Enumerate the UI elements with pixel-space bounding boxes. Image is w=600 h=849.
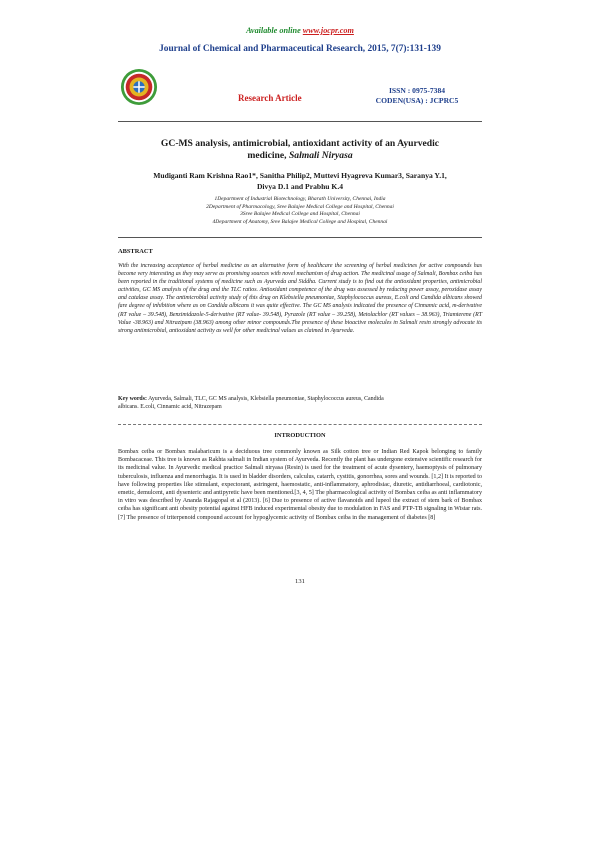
keywords-divider <box>118 424 482 425</box>
introduction-text: Bombax ceiba or Bombax malabaricum is a deciduous tree commonly known as Silk cotton tree or Indian Red Kapok belonging to family Bombacaceae. This tree is known as Rakhta salmali in Indian system of Ayurveda. Recently the plant has undergone extensive scientific research for its medicinal value. In Ayurvedic medical practice Salmali niryasa (Resin) is used for the treatment of acute dysentery, haemoptysis of pulmonary tuberculosis, influenza and menorrhagia. It is used in bladder disorders, calculus, catarrh, cystitis, gonorrhea, sores and wounds. [1,2] It is reported to have following properties like stimulant, expectorant, astringent, haemostatic, anti-inflammatory, aphrodisiac, diuretic, antidiarrhoeal, cardiotonic, emetic, demulcent, anti dysenteric and antipyretic have been mentioned.[3, 4, 5] The pharmacological activity of Bombax ceiba as anti inflammatory in vitro was described by Ananda Rajagopal et al (2013). [6] Due to presence of active flavanoids and lupeol the extract of stem bark of Bombax ceiba has significant anti obesity potential against HFB induced experimental obesity due to modulation in FAS and PTP-TB signaling in Wistar rats.[7] The presence of triterpenoid compound account for hypoglycemic activity of Bombax ceiba in the management of diabetes [8] <box>118 449 482 521</box>
affiliations <box>118 196 482 226</box>
page-number: 131 <box>295 578 305 585</box>
title-species: Salmali Niryasa <box>288 150 353 161</box>
title-line-2: medicine, Salmali Niryasa <box>247 150 353 161</box>
available-prefix: Available online <box>246 26 301 35</box>
affiliation-3: 3Sree Balajee Medical College and Hospital, Chennai <box>240 211 360 218</box>
affiliation-1: 1Department of Industrial Biotechnology, Bharath University, Chennai, India <box>214 196 386 202</box>
affiliation-4: 4Department of Anatomy, Sree Balajee Medical College and Hospital, Chennai <box>212 218 388 225</box>
abstract-divider <box>118 237 482 238</box>
abstract-text: With the increasing acceptance of herbal medicine as an alternative form of healthcare the screening of herbal medicines for active compounds has become very interesting as they may serve as promising sources with novel mechanism of drug action. The medicinal usage of Salmali, Bombax ceiba has been reported in the traditional systems of medicine such as Ayurveda and Siddha. Current study is to find out the antioxidant properties, antimicrobial activities, GC MS analysis of the drug and the TLC ratios. Antioxidant competence of the drug was assessed by reducing power assay, peroxidase assay and catalase assay. The antimicrobial activity study of this drug on Klebsiella pneumoniae, Staphylococcus aureus, E.coli and Candida albicans showed fare degree of inhibition where as on Candida albicans it was quite effective. The GC MS analysis indicated the presence of Cinnamic acid, m-derivative (RT value – 39.548), Benzimidazole-5-derivative (RT value- 39.548), Pyrazole (RT value – 39.258), Metolachlor (RT values – 38.963), Triamterene (RT Value -38.963) and Nitrazipam (38.963) among other minor compounds.The presence of these bioactive molecules in Salmali resin strongly advocate its strong antimicrobial, antioxidant activity as well for other medicinal values as claimed in Ayurveda. <box>118 263 482 334</box>
keywords-line-1: Key words: Ayurveda, Salmali, TLC, GC MS analysis, Klebsiella pneumoniae, Staphylococcus aureus, Candida <box>118 396 384 402</box>
journal-citation: Journal of Chemical and Pharmaceutical Research, 2015, 7(7):131-139 <box>159 44 441 54</box>
article-type-label: Research Article <box>238 93 302 103</box>
paper-title <box>118 138 482 162</box>
issn-text: ISSN : 0975-7384 <box>388 86 446 95</box>
journal-logo-icon <box>120 68 158 106</box>
journal-website-link[interactable]: www.jocpr.com <box>302 26 354 35</box>
authors-line-1: Mudiganti Ram Krishna Rao1*, Sanitha Philip2, Muttevi Hyagreva Kumar3, Saranya Y.1, <box>153 171 447 180</box>
author-list <box>118 170 482 192</box>
affiliation-2: 2Department of Pharmacology, Sree Balajee Medical College and Hospital, Chennai <box>206 203 394 210</box>
coden-text: CODEN(USA) : JCPRC5 <box>375 96 459 105</box>
introduction-heading: INTRODUCTION <box>274 432 326 439</box>
abstract-heading: ABSTRACT <box>118 248 153 255</box>
authors-line-2: Divya D.1 and Prabhu K.4 <box>256 182 344 191</box>
header-divider <box>118 121 482 122</box>
title-line-1: GC-MS analysis, antimicrobial, antioxidant activity of an Ayurvedic <box>160 138 440 149</box>
available-online-line <box>0 26 600 35</box>
issn-block <box>372 86 462 106</box>
keywords-line-2: albicans. E.coli, Cinnamic acid, Nitrazepam <box>118 404 222 411</box>
keywords <box>118 395 482 411</box>
keywords-label: Key words: <box>118 396 147 402</box>
